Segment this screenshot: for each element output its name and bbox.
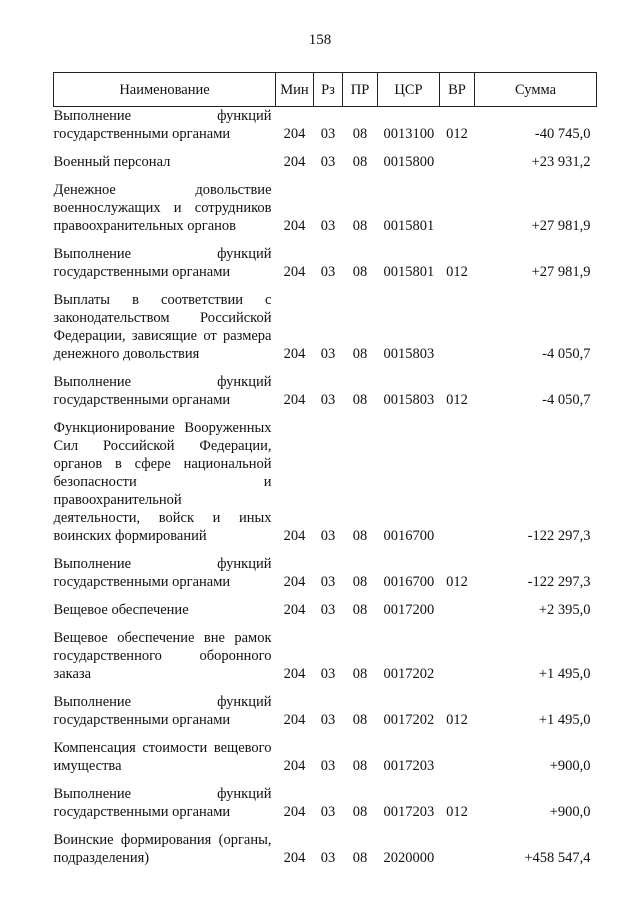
header-min: Мин <box>276 73 314 107</box>
cell-csr: 0015801 <box>383 218 435 234</box>
cell-vr <box>440 619 475 683</box>
cell-rz: 03 <box>320 154 336 170</box>
cell-pr: 08 <box>352 712 368 728</box>
cell-sum: -4 050,7 <box>542 346 591 362</box>
cell-sum: +2 395,0 <box>538 602 591 618</box>
cell-min: 204 <box>283 850 306 866</box>
cell-pr: 08 <box>352 850 368 866</box>
cell-min: 204 <box>283 346 306 362</box>
header-vr: ВР <box>440 73 475 107</box>
cell-pr: 08 <box>352 264 368 280</box>
table-header <box>54 73 597 107</box>
cell-rz: 03 <box>320 392 336 408</box>
cell-name: Выполнение функций государственными органами <box>53 694 272 728</box>
cell-sum: +1 495,0 <box>538 712 591 728</box>
cell-csr: 0015801 <box>383 264 435 280</box>
cell-vr <box>440 591 475 619</box>
table-body <box>54 107 597 868</box>
cell-csr: 0013100 <box>383 126 435 142</box>
cell-csr: 0017203 <box>383 804 435 820</box>
cell-pr: 08 <box>352 528 368 544</box>
cell-rz: 03 <box>320 218 336 234</box>
cell-min: 204 <box>283 574 306 590</box>
table-row <box>54 235 597 281</box>
cell-csr: 0017202 <box>383 712 435 728</box>
cell-pr: 08 <box>352 666 368 682</box>
cell-pr: 08 <box>352 346 368 362</box>
cell-rz: 03 <box>320 666 336 682</box>
cell-sum: +1 495,0 <box>538 666 591 682</box>
table-row <box>54 363 597 409</box>
cell-min: 204 <box>283 602 306 618</box>
cell-min: 204 <box>283 712 306 728</box>
cell-vr: 012 <box>446 392 468 408</box>
cell-name: Вещевое обеспечение вне рамок государственного оборонного заказа <box>53 630 272 682</box>
cell-csr: 0017200 <box>383 602 435 618</box>
cell-sum: +27 981,9 <box>531 264 591 280</box>
cell-name: Выполнение функций государственными органами <box>53 556 272 590</box>
header-rz: Рз <box>314 73 343 107</box>
cell-rz: 03 <box>320 528 336 544</box>
cell-csr: 0016700 <box>383 528 435 544</box>
cell-pr: 08 <box>352 392 368 408</box>
cell-vr: 012 <box>446 804 468 820</box>
cell-csr: 0015803 <box>383 392 435 408</box>
cell-rz: 03 <box>320 126 336 142</box>
cell-pr: 08 <box>352 154 368 170</box>
cell-vr <box>440 409 475 545</box>
cell-vr: 012 <box>446 574 468 590</box>
cell-sum: +900,0 <box>549 804 591 820</box>
table-row <box>54 281 597 363</box>
cell-pr: 08 <box>352 574 368 590</box>
cell-csr: 2020000 <box>383 850 435 866</box>
cell-name: Выполнение функций государственными органами <box>53 374 272 408</box>
cell-vr <box>440 281 475 363</box>
cell-csr: 0016700 <box>383 574 435 590</box>
cell-name: Компенсация стоимости вещевого имущества <box>53 740 272 774</box>
cell-vr: 012 <box>446 264 468 280</box>
cell-csr: 0015800 <box>383 154 435 170</box>
cell-name: Выполнение функций государственными органами <box>53 786 272 820</box>
table-row <box>54 683 597 729</box>
cell-rz: 03 <box>320 850 336 866</box>
header-name: Наименование <box>54 73 276 107</box>
cell-rz: 03 <box>320 602 336 618</box>
cell-pr: 08 <box>352 218 368 234</box>
budget-table <box>53 72 597 867</box>
header-pr: ПР <box>343 73 378 107</box>
cell-min: 204 <box>283 218 306 234</box>
table-row <box>54 107 597 144</box>
cell-pr: 08 <box>352 602 368 618</box>
header-sum: Сумма <box>475 73 597 107</box>
cell-rz: 03 <box>320 804 336 820</box>
cell-name: Функционирование Вооруженных Сил Российской Федерации, органов в сфере национальной безопасности и правоохранительной деятельности, войск и иных воинских формирований <box>53 420 272 544</box>
cell-sum: -4 050,7 <box>542 392 591 408</box>
cell-name: Денежное довольствие военнослужащих и сотрудников правоохранительных органов <box>53 182 272 234</box>
table-row <box>54 143 597 171</box>
cell-name: Выплаты в соответствии с законодательством Российской Федерации, зависящие от размера денежного довольствия <box>53 292 272 362</box>
cell-name: Выполнение функций государственными органами <box>53 108 272 142</box>
table-row <box>54 591 597 619</box>
table-row <box>54 619 597 683</box>
cell-min: 204 <box>283 758 306 774</box>
cell-vr <box>440 821 475 867</box>
cell-rz: 03 <box>320 264 336 280</box>
cell-min: 204 <box>283 154 306 170</box>
cell-sum: -122 297,3 <box>527 528 591 544</box>
cell-sum: -40 745,0 <box>534 126 591 142</box>
cell-name: Выполнение функций государственными органами <box>53 246 272 280</box>
header-csr: ЦСР <box>378 73 440 107</box>
cell-min: 204 <box>283 804 306 820</box>
cell-csr: 0017203 <box>383 758 435 774</box>
cell-vr: 012 <box>446 712 468 728</box>
cell-min: 204 <box>283 126 306 142</box>
cell-sum: +458 547,4 <box>524 850 591 866</box>
cell-rz: 03 <box>320 758 336 774</box>
cell-csr: 0017202 <box>383 666 435 682</box>
table-row <box>54 545 597 591</box>
cell-vr <box>440 143 475 171</box>
cell-sum: +27 981,9 <box>531 218 591 234</box>
cell-min: 204 <box>283 528 306 544</box>
cell-pr: 08 <box>352 758 368 774</box>
cell-name: Воинские формирования (органы, подразделения) <box>53 832 272 866</box>
cell-rz: 03 <box>320 574 336 590</box>
cell-csr: 0015803 <box>383 346 435 362</box>
cell-name: Военный персонал <box>53 154 171 170</box>
cell-sum: +23 931,2 <box>531 154 591 170</box>
table-row <box>54 729 597 775</box>
cell-pr: 08 <box>352 804 368 820</box>
cell-pr: 08 <box>352 126 368 142</box>
cell-rz: 03 <box>320 346 336 362</box>
cell-min: 204 <box>283 392 306 408</box>
page-number: 158 <box>308 32 332 48</box>
cell-min: 204 <box>283 666 306 682</box>
cell-sum: -122 297,3 <box>527 574 591 590</box>
table-row <box>54 775 597 821</box>
table-row <box>54 821 597 867</box>
cell-rz: 03 <box>320 712 336 728</box>
cell-vr <box>440 171 475 235</box>
cell-sum: +900,0 <box>549 758 591 774</box>
table-row <box>54 171 597 235</box>
cell-vr <box>440 729 475 775</box>
cell-min: 204 <box>283 264 306 280</box>
cell-vr: 012 <box>446 126 468 142</box>
table-row <box>54 409 597 545</box>
cell-name: Вещевое обеспечение <box>53 602 189 618</box>
